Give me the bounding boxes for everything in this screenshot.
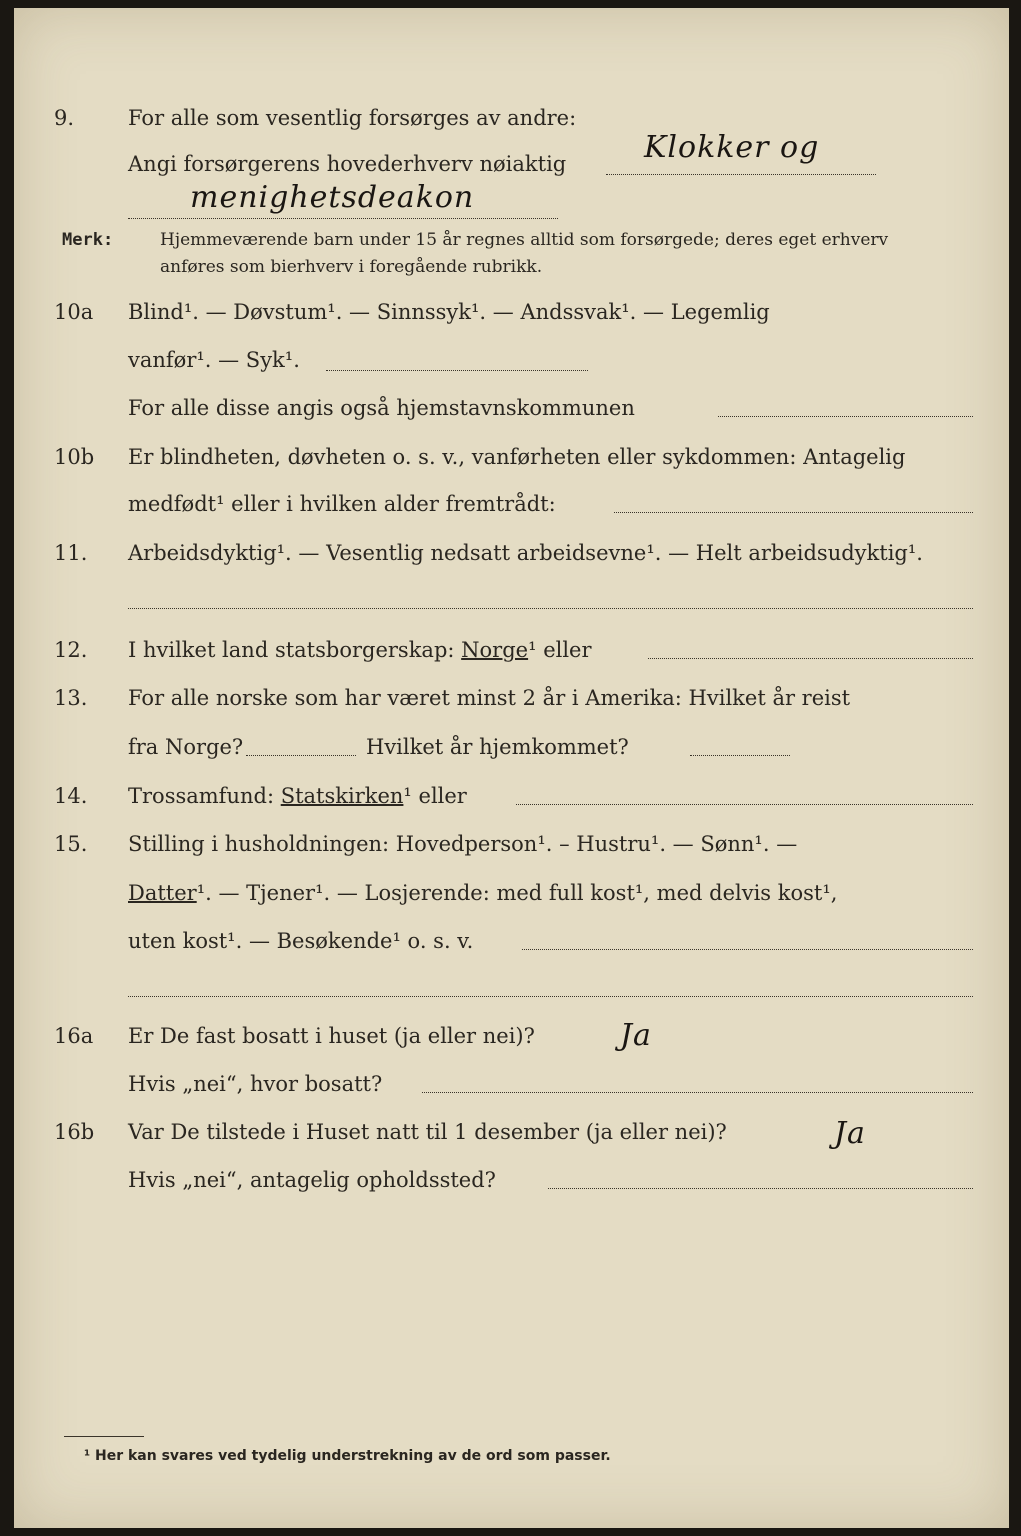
q11-number: 11. [54,541,88,565]
q9-dotted-line [606,174,876,175]
q9-text-2: Angi forsørgerens hovederhverv nøiaktig [128,152,567,176]
q16a-dotted-line [422,1092,973,1093]
merk-text-2: anføres som bierhverv i foregående rubrikk. [160,257,543,277]
q16b-text-2: Hvis „nei“, antagelig opholdssted? [128,1168,496,1192]
q12-underlined-answer: Norge [461,638,529,662]
q14-label: Trossamfund: [128,784,275,808]
q14-dotted-line [516,804,973,805]
q14-number: 14. [54,784,88,808]
q12-text [128,638,592,662]
q10b-text-2: medfødt¹ eller i hvilken alder fremtrådt: [128,492,556,516]
census-form-page [14,8,1009,1528]
merk-label: Merk: [62,230,114,250]
q10a-text-3: For alle disse angis også hjemstavnskommunen [128,396,635,420]
q16a-handwritten-answer: Ja [620,1018,652,1053]
q15-text-3: uten kost¹. — Besøkende¹ o. s. v. [128,929,474,953]
q10b-number: 10b [54,445,95,469]
q10b-dotted-line [614,512,973,513]
q11-text: Arbeidsdyktig¹. — Vesentlig nedsatt arbeidsevne¹. — Helt arbeidsudyktig¹. [128,541,923,565]
q10a-dotted-line [326,370,588,371]
q16a-number: 16a [54,1024,94,1048]
q10a-text: Blind¹. — Døvstum¹. — Sinnssyk¹. — Andssvak¹. — Legemlig [128,300,770,324]
q9-number: 9. [54,106,75,130]
q16a-text-2: Hvis „nei“, hvor bosatt? [128,1072,383,1096]
q9-handwritten-answer-1: Klokker og [644,130,820,165]
footnote: ¹ Her kan svares ved tydelig understrekning av de ord som passer. [84,1448,611,1464]
q15-dotted-line [522,949,973,950]
q12-dotted-line [648,658,973,659]
q16b-text: Var De tilstede i Huset natt til 1 desember (ja eller nei)? [128,1120,727,1144]
q16a-text: Er De fast bosatt i huset (ja eller nei)? [128,1024,535,1048]
q16b-dotted-line [548,1188,973,1189]
q13-text: For alle norske som har været minst 2 år i Amerika: Hvilket år reist [128,686,851,710]
q13-text-2a: fra Norge? [128,735,244,759]
q13-dotted-line [246,755,356,756]
q14-text [128,784,467,808]
q16b-number: 16b [54,1120,95,1144]
q13-number: 13. [54,686,88,710]
q14-rest: ¹ eller [403,784,467,808]
q15-underlined-answer: Datter [128,881,197,905]
q15-number: 15. [54,832,88,856]
q13-text-2b: Hvilket år hjemkommet? [366,735,629,759]
q15-rest: ¹. — Tjener¹. — Losjerende: med full kost¹, med delvis kost¹, [196,881,838,905]
q15-text-2 [128,881,837,905]
q16b-handwritten-answer: Ja [834,1116,866,1151]
q15-dotted-line-2 [128,996,973,997]
q10a-dotted-line-2 [718,416,973,417]
q12-label: I hvilket land statsborgerskap: [128,638,455,662]
q10a-text-2: vanfør¹. — Syk¹. [128,348,300,372]
q10a-number: 10a [54,300,94,324]
q12-number: 12. [54,638,88,662]
q12-rest: ¹ eller [528,638,592,662]
q14-underlined-answer: Statskirken [280,784,404,808]
q9-text: For alle som vesentlig forsørges av andre: [128,106,577,130]
q13-dotted-line-2 [690,755,790,756]
q9-handwritten-answer-2: menighetsdeakon [190,180,475,215]
q9-dotted-line-2 [128,218,558,219]
q15-text: Stilling i husholdningen: Hovedperson¹. – Hustru¹. — Sønn¹. — [128,832,798,856]
merk-text: Hjemmeværende barn under 15 år regnes alltid som forsørgede; deres eget erhverv [160,230,889,250]
q10b-text: Er blindheten, døvheten o. s. v., vanførheten eller sykdommen: Antagelig [128,445,906,469]
footnote-rule [64,1436,144,1437]
q11-dotted-line [128,608,973,609]
